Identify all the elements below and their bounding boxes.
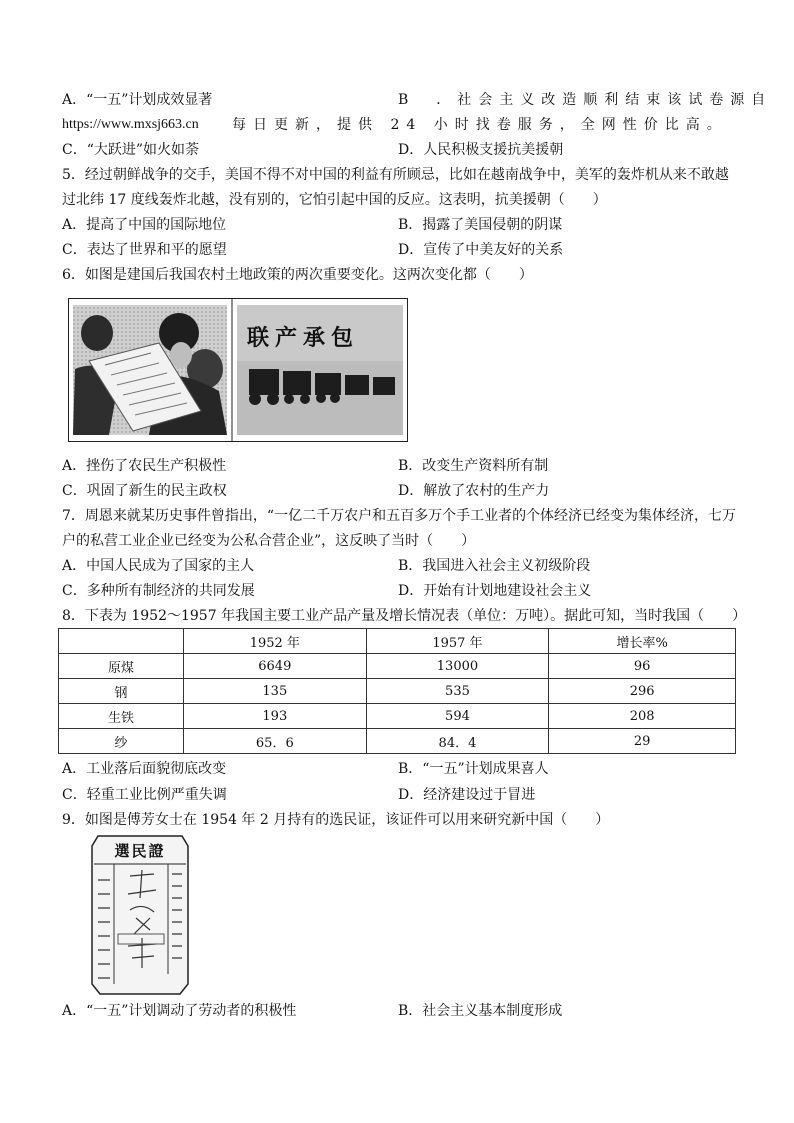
table-cell: 13000: [366, 654, 549, 679]
q6-option-b: B．改变生产资料所有制: [398, 458, 549, 474]
q9-stem: 9．如图是傅芳女士在 1954 年 2 月持有的选民证，该证件可以用来研究新中国（ ）: [62, 812, 610, 828]
table-header-cell: [59, 629, 184, 654]
q7-stem-line2: 户的私营工业企业已经变为公私合营企业”，这反映了当时（ ）: [62, 533, 476, 549]
table-cell: 29: [549, 729, 736, 754]
table-cell: 296: [549, 679, 736, 704]
tractors-photo: [237, 305, 403, 435]
table-cell: 208: [549, 704, 736, 729]
q6-photos: [69, 299, 407, 441]
table-cell: 135: [184, 679, 367, 704]
q8-option-d: D．经济建设过于冒进: [398, 787, 536, 803]
q7-option-a: A．中国人民成为了国家的主人: [62, 558, 255, 574]
table-cell: 96: [549, 654, 736, 679]
q6-photo-figure: [68, 298, 408, 442]
q9-option-b: B．社会主义基本制度形成: [398, 1003, 563, 1019]
q5-option-d: D．宣传了中美友好的关系: [398, 242, 564, 258]
table-row: [59, 654, 736, 679]
table-cell: 纱: [59, 729, 184, 754]
table-cell: 原煤: [59, 654, 184, 679]
q5-stem-line2: 过北纬 17 度线轰炸北越，没有别的，它怕引起中国的反应。这表明，抗美援朝（ ）: [62, 192, 607, 208]
table-row: [59, 704, 736, 729]
q4-option-a: A．“一五”计划成效显著: [62, 92, 213, 108]
photo-banner-text: 联产承包: [247, 326, 360, 351]
q5-option-c: C．表达了世界和平的愿望: [62, 242, 227, 258]
q8-option-a: A．工业落后面貌彻底改变: [62, 761, 227, 777]
q6-option-a: A．挫伤了农民生产积极性: [62, 458, 227, 474]
table-row: [59, 679, 736, 704]
q6-stem: 6．如图是建国后我国农村土地政策的两次重要变化。这两次变化都（ ）: [62, 267, 533, 283]
voter-card-title: 選民證: [114, 842, 166, 860]
table-cell: 594: [366, 704, 549, 729]
q5-option-b: B．揭露了美国侵朝的阴谋: [398, 217, 563, 233]
q7-option-d: D．开始有计划地建设社会主义: [398, 583, 592, 599]
table-cell: 钢: [59, 679, 184, 704]
land-reform-photo: [73, 305, 227, 435]
table-header-cell: 1952 年: [184, 629, 367, 654]
watermark-url: https://www.mxsj663.cn: [62, 117, 199, 132]
table-cell: 535: [366, 679, 549, 704]
table-cell: 193: [184, 704, 367, 729]
q8-option-b: B．“一五”计划成果喜人: [398, 761, 549, 777]
table-cell: 6649: [184, 654, 367, 679]
watermark-text: 每日更新，提供 24 小时找卷服务，全网性价比高。: [232, 117, 728, 133]
q7-option-b: B．我国进入社会主义初级阶段: [398, 558, 591, 574]
q5-option-a: A．提高了中国的国际地位: [62, 217, 227, 233]
production-table: [58, 628, 736, 754]
q4-option-d: D．人民积极支援抗美援朝: [398, 142, 564, 158]
q8-option-c: C．轻重工业比例严重失调: [62, 787, 227, 803]
q5-stem-line1: 5．经过朝鲜战争的交手，美国不得不对中国的利益有所顾忌，比如在越南战争中，美军的轰炸机从来不敢越: [62, 167, 729, 183]
table-cell: 65．6: [184, 729, 367, 754]
voter-card-figure: [84, 834, 196, 996]
q4-option-b: B ．社会主义改造顺利结束该试卷源自: [398, 92, 773, 108]
table-header-cell: 1957 年: [366, 629, 549, 654]
q6-option-c: C．巩固了新生的民主政权: [62, 483, 227, 499]
table-header-cell: 增长率%: [549, 629, 736, 654]
q4-option-c: C．“大跃进”如火如荼: [62, 142, 200, 158]
q8-stem: 8．下表为 1952～1957 年我国主要工业产品产量及增长情况表（单位：万吨）。据此可知，当时我国（ ）: [62, 608, 747, 624]
table-cell: 84．4: [366, 729, 549, 754]
voter-card: [84, 834, 196, 996]
q7-option-c: C．多种所有制经济的共同发展: [62, 583, 255, 599]
table-header-row: [59, 629, 736, 654]
q7-stem-line1: 7．周恩来就某历史事件曾指出，“一亿二千万农户和五百多万个手工业者的个体经济已经变为集体经济，七万: [62, 508, 737, 524]
table-cell: 生铁: [59, 704, 184, 729]
q9-option-a: A．“一五”计划调动了劳动者的积极性: [62, 1003, 297, 1019]
table-row: [59, 729, 736, 754]
q6-option-d: D．解放了农村的生产力: [398, 483, 550, 499]
